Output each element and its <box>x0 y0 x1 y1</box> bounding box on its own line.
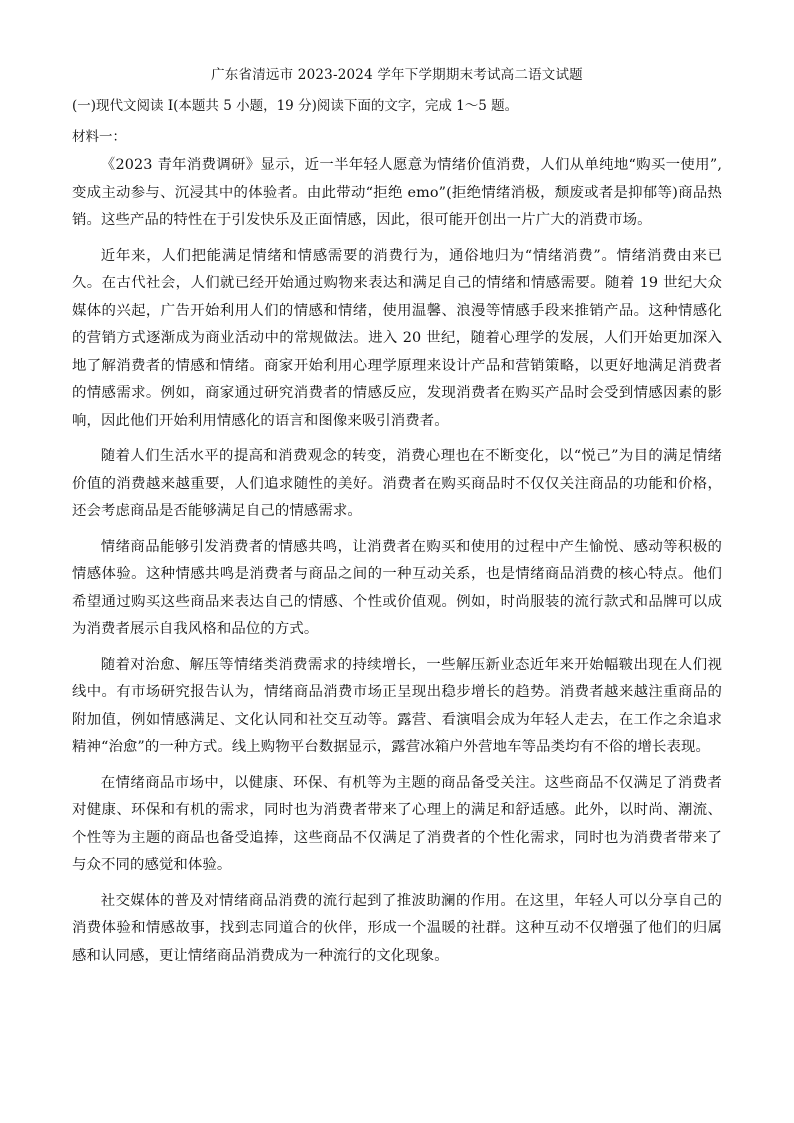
passage-body <box>72 152 722 978</box>
paragraph: 情绪商品能够引发消费者的情感共鸣，让消费者在购买和使用的过程中产生愉悦、感动等积极的情感体验。这种情感共鸣是消费者与商品之间的一种互动关系，也是情绪商品消费的核心特点。他们希望通过购买这些商品来表达自己的情感、个性或价值观。例如，时尚服装的流行款式和品牌可以成为消费者展示自我风格和品位的方式。 <box>72 538 722 637</box>
paragraph: 《2023 青年消费调研》显示，近一半年轻人愿意为情绪价值消费，人们从单纯地“购买一使用”,变成主动参与、沉浸其中的体验者。由此带动“拒绝 emo”(拒绝情绪消极，颓废或者是抑郁等)商品热销。这些产品的特性在于引发快乐及正面情感，因此，很可能开创出一片广大的消费市场。 <box>72 157 722 228</box>
material-label: 材料一： <box>72 129 126 145</box>
paragraph: 社交媒体的普及对情绪商品消费的流行起到了推波助澜的作用。在这里，年轻人可以分享自己的消费体验和情感故事，找到志同道合的伙伴，形成一个温暖的社群。这种互动不仅增强了他们的归属感和认同感，更让情绪商品消费成为一种流行的文化现象。 <box>72 892 722 964</box>
paragraph: 近年来，人们把能满足情绪和情感需要的消费行为，通俗地归为“情绪消费”。情绪消费由来已久。在古代社会，人们就已经开始通过购物来表达和满足自己的情绪和情感需要。随着 19 世纪大众媒体的兴起，广告开始利用人们的情感和情绪，使用温馨、浪漫等情感手段来推销产品。这种情感化的营销方式逐渐成为商业活动中的常规做法。进入 20 世纪，随着心理学的发展，人们开始更加深入地了解消费者的情感和情绪。商家开始利用心理学原理来设计产品和营销策略，以更好地满足消费者的情感需求。例如，商家通过研究消费者的情感反应，发现消费者在购买产品时会受到情感因素的影响，因此他们开始利用情感化的语言和图像来吸引消费者。 <box>72 247 722 429</box>
document-title: 广东省清远市 2023-2024 学年下学期期末考试高二语文试题 <box>211 67 583 83</box>
paragraph: 随着对治愈、解压等情绪类消费需求的持续增长，一些解压新业态近年来开始幅皲出现在人们视线中。有市场研究报告认为，情绪商品消费市场正呈现出稳步增长的趋势。消费者越来越注重商品的附加值，例如情感满足、文化认同和社交互动等。露营、看演唱会成为年轻人走去，在工作之余追求精神“治愈”的一种方式。线上购物平台数据显示，露营冰箱户外营地车等品类均有不俗的增长表现。 <box>72 656 722 755</box>
paragraph: 随着人们生活水平的提高和消费观念的转变，消费心理也在不断变化，以“悦己”为目的满足情绪价值的消费越来越重要，人们追求随性的美好。消费者在购买商品时不仅仅关注商品的功能和价格，还会考虑商品是否能够满足自己的情感需求。 <box>72 448 722 519</box>
section-heading: (一)现代文阅读 I(本题共 5 小题，19 分)阅读下面的文字，完成 1～5 题。 <box>72 98 519 114</box>
paragraph: 在情绪商品市场中，以健康、环保、有机等为主题的商品备受关注。这些商品不仅满足了消费者对健康、环保和有机的需求，同时也为消费者带来了心理上的满足和舒适感。此外，以时尚、潮流、个性等为主题的商品也备受追捧，这些商品不仅满足了消费者的个性化需求，同时也为消费者带来了与众不同的感觉和体验。 <box>72 774 722 873</box>
